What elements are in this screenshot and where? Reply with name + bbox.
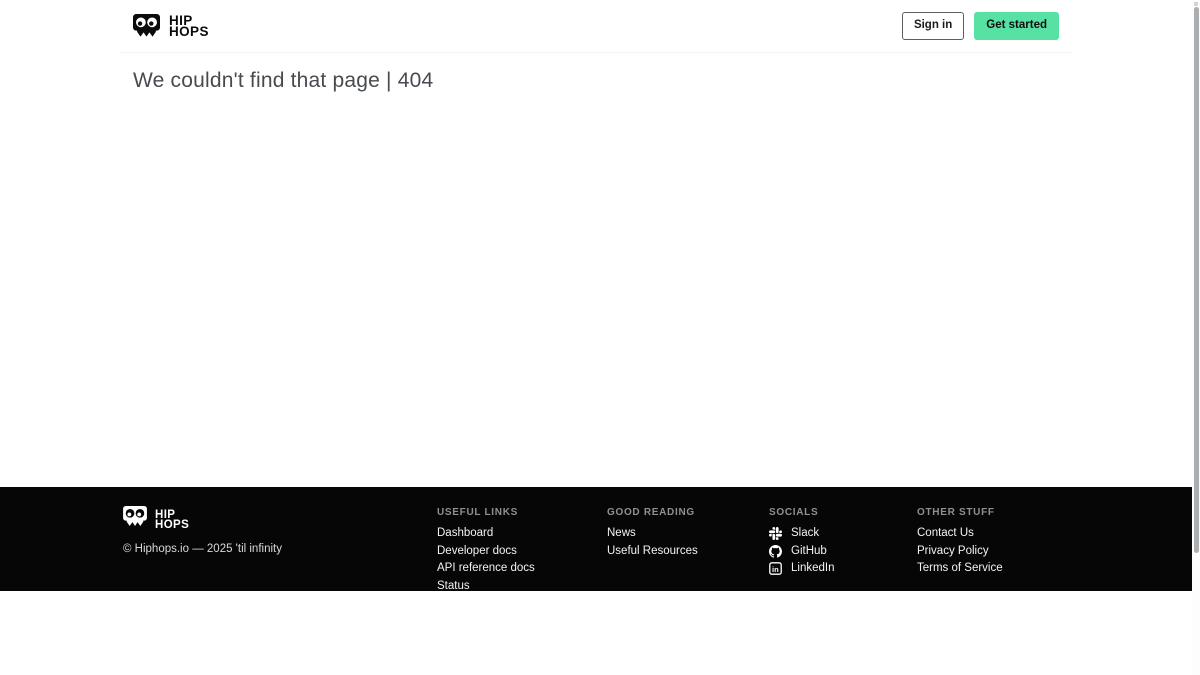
footer-hiphops-logo[interactable] bbox=[123, 506, 282, 533]
footer-column-good-reading bbox=[607, 508, 698, 558]
hiphops-robot-icon-white bbox=[123, 506, 147, 533]
footer-link-label: Slack bbox=[791, 527, 820, 539]
footer-link-label: LinkedIn bbox=[791, 562, 835, 574]
sign-in-button[interactable]: Sign in bbox=[902, 12, 964, 40]
footer-link-developer-docs[interactable]: Developer docs bbox=[437, 544, 517, 557]
footer-link-news[interactable]: News bbox=[607, 527, 636, 539]
footer-logo-wordmark: HIP HOPS bbox=[155, 508, 190, 531]
hiphops-logo[interactable] bbox=[133, 14, 209, 39]
footer-column-other-stuff bbox=[917, 508, 1003, 576]
top-header bbox=[120, 0, 1072, 53]
get-started-button[interactable]: Get started bbox=[974, 12, 1059, 40]
footer-link-terms-of-service[interactable]: Terms of Service bbox=[917, 562, 1003, 574]
footer-link-privacy-policy[interactable]: Privacy Policy bbox=[917, 544, 989, 557]
column-heading: OTHER STUFF bbox=[917, 507, 995, 518]
footer-column-useful-links bbox=[437, 508, 535, 591]
slack-icon bbox=[769, 527, 782, 540]
footer-link-slack[interactable] bbox=[769, 527, 834, 541]
footer-link-status-clipped[interactable]: Status bbox=[437, 579, 470, 591]
footer-column-socials bbox=[769, 508, 834, 576]
logo-wordmark: HIP HOPS bbox=[169, 12, 209, 39]
footer-link-github[interactable] bbox=[769, 545, 834, 559]
linkedin-icon bbox=[769, 562, 782, 575]
footer bbox=[0, 487, 1192, 591]
footer-link-api-reference-docs[interactable]: API reference docs bbox=[437, 562, 535, 574]
footer-link-useful-resources[interactable]: Useful Resources bbox=[607, 544, 698, 557]
scrollbar-track[interactable] bbox=[1192, 0, 1200, 675]
hiphops-robot-icon bbox=[133, 14, 160, 39]
svg-text:in: in bbox=[772, 565, 779, 575]
column-heading: SOCIALS bbox=[769, 507, 819, 518]
footer-link-dashboard[interactable]: Dashboard bbox=[437, 527, 494, 539]
page-not-found-heading: We couldn't find that page | 404 bbox=[133, 69, 434, 92]
column-heading: USEFUL LINKS bbox=[437, 507, 518, 518]
github-icon bbox=[769, 545, 782, 558]
footer-link-contact-us[interactable]: Contact Us bbox=[917, 527, 974, 539]
footer-link-linkedin[interactable] bbox=[769, 562, 834, 576]
column-heading: GOOD READING bbox=[607, 507, 695, 518]
copyright-text: © Hiphops.io — 2025 'til infinity bbox=[123, 543, 282, 555]
footer-brand-block bbox=[123, 506, 282, 555]
footer-link-label: GitHub bbox=[791, 544, 827, 557]
scrollbar-top-tick bbox=[1194, 2, 1198, 6]
header-actions bbox=[902, 12, 1059, 40]
scrollbar-thumb[interactable] bbox=[1194, 7, 1199, 553]
